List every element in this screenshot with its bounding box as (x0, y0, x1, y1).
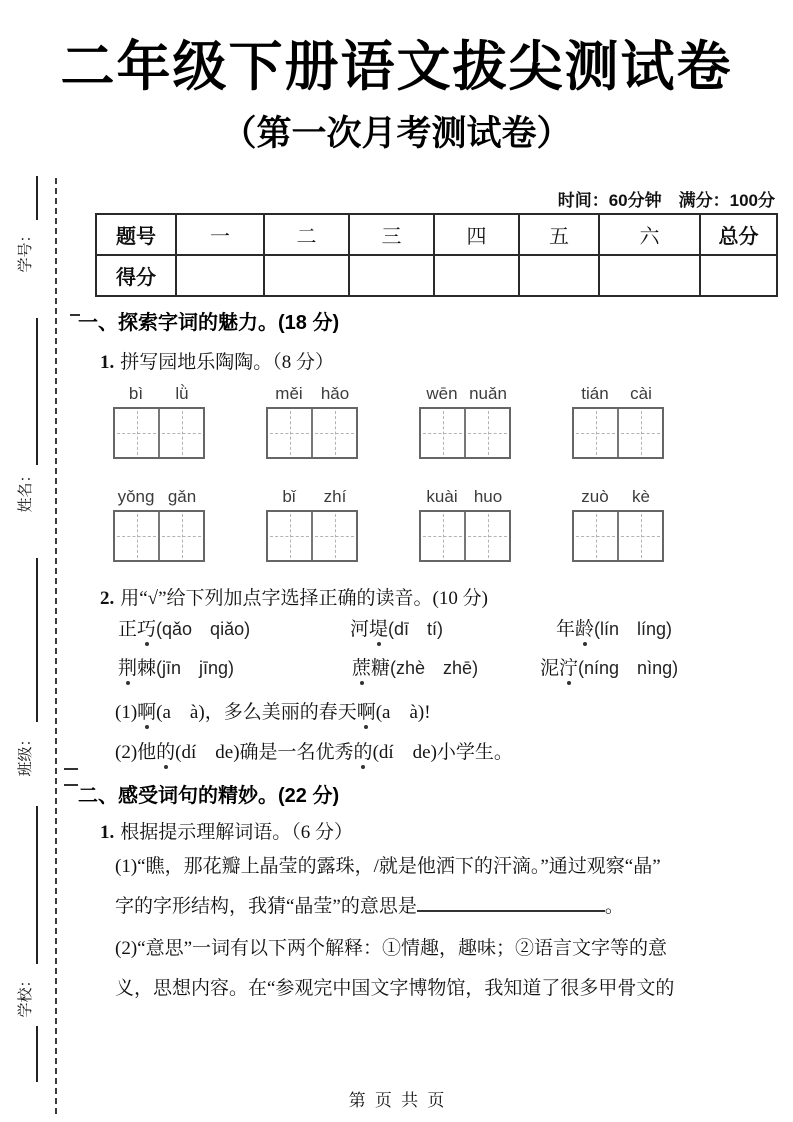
word-text: 糖 (371, 658, 391, 679)
pinyin-write-unit (572, 384, 664, 459)
score-cell (176, 255, 264, 296)
write-cell (421, 409, 464, 457)
pinyin-syllable: nuǎn (469, 384, 507, 403)
write-cell (311, 409, 356, 457)
pinyin-syllable: huo (473, 487, 503, 506)
q2-subitem-2 (115, 737, 513, 764)
write-cell (574, 512, 617, 560)
pinyin-syllable: kè (632, 487, 650, 506)
dotted-character: 泞 (559, 653, 578, 680)
write-cell (268, 512, 311, 560)
write-cell (115, 409, 158, 457)
pinyin-labels (113, 487, 205, 507)
col-header-1: 一 (176, 214, 264, 255)
word-text: 泥 (540, 658, 560, 679)
student-id-blank-line (36, 176, 38, 220)
s2q1-para1-line1: (1)“瞧，那花瓣上晶莹的露珠，/就是他洒下的汗滴。”通过观察“晶” (115, 856, 661, 877)
dotted-character: 的 (156, 737, 175, 764)
pinyin-labels (113, 384, 205, 404)
line-text: (1) (115, 702, 138, 723)
fold-tick-mark (64, 768, 78, 770)
write-cell (158, 409, 203, 457)
class-label: 班级： (17, 731, 34, 777)
total-score-header: 总分 (700, 214, 777, 255)
pinyin-labels (266, 487, 358, 507)
phonetic-choice-item (556, 614, 672, 641)
score-cell (700, 255, 777, 296)
score-table-header-row (96, 214, 777, 255)
score-table (95, 213, 778, 297)
score-table-score-row (96, 255, 777, 296)
line-text: (a à)! (375, 702, 431, 723)
s2q1-para1-line2 (115, 891, 624, 918)
line-text: (2)他 (115, 742, 157, 763)
phonetic-choice-item (118, 614, 250, 641)
character-write-box (266, 407, 358, 459)
pinyin-syllable: hǎo (320, 384, 350, 403)
phonetic-choice-item (350, 614, 443, 641)
write-cell (617, 512, 662, 560)
col-header-6: 六 (599, 214, 700, 255)
character-write-box (572, 407, 664, 459)
dotted-character: 啊 (357, 697, 376, 724)
word-text: 正 (118, 619, 138, 640)
score-cell (349, 255, 434, 296)
pinyin-syllable: bì (128, 384, 144, 403)
character-write-box (572, 510, 664, 562)
school-blank-line (36, 806, 38, 964)
pinyin-write-unit (113, 487, 205, 562)
pinyin-write-unit (266, 384, 358, 459)
character-write-box (113, 510, 205, 562)
col-header-5: 五 (519, 214, 599, 255)
line-text: (dí de)确是一名优秀 (175, 742, 354, 763)
line-text: 。 (604, 896, 624, 917)
pinyin-syllable: cài (630, 384, 652, 403)
answer-blank (417, 891, 605, 912)
write-cell (115, 512, 158, 560)
question-number: 2. (100, 588, 115, 609)
page-subtitle: （第一次月考测试卷） (221, 114, 572, 153)
pinyin-syllable: kuài (426, 487, 458, 506)
pronunciation-options: (qǎo qiǎo) (156, 619, 251, 639)
pronunciation-options: (zhè zhē) (390, 658, 479, 678)
q2-subitem-1 (115, 697, 431, 724)
section1-q1-title (100, 347, 334, 374)
pinyin-syllable: yǒng (117, 487, 155, 506)
score-cell (434, 255, 519, 296)
question-number-header: 题号 (96, 214, 176, 255)
write-cell (464, 512, 509, 560)
school-label: 学校： (17, 972, 34, 1018)
pronunciation-options: (jīn jīng) (156, 658, 235, 678)
name-label: 姓名： (17, 467, 34, 513)
write-cell (574, 409, 617, 457)
write-cell (421, 512, 464, 560)
dotted-character: 蔗 (352, 653, 371, 680)
pinyin-write-unit (113, 384, 205, 459)
section2-q1-title (100, 817, 353, 844)
exam-time-score-info: 时间：60分钟 满分：100分 (557, 191, 775, 210)
pinyin-write-unit (419, 384, 511, 459)
pinyin-labels (419, 487, 511, 507)
section2-title: 二、感受词句的精妙。(22 分) (78, 785, 340, 807)
question-text: 用“√”给下列加点字选择正确的读音。(10 分) (120, 588, 488, 609)
word-text: 年 (556, 619, 576, 640)
pinyin-syllable: zhí (323, 487, 347, 506)
pinyin-syllable: gǎn (167, 487, 197, 506)
pinyin-syllable: zuò (581, 487, 609, 506)
write-cell (311, 512, 356, 560)
score-cell (264, 255, 349, 296)
s2q1-para2-line2: 义，思想内容。在“参观完中国文字博物馆，我知道了很多甲骨文的 (115, 978, 675, 999)
phonetic-choice-item (118, 653, 234, 680)
word-text: 棘 (137, 658, 157, 679)
phonetic-choice-item (540, 653, 678, 680)
phonetic-choice-item (352, 653, 478, 680)
dotted-character: 巧 (137, 614, 156, 641)
score-row-label: 得分 (96, 255, 176, 296)
col-header-3: 三 (349, 214, 434, 255)
pinyin-syllable: tián (581, 384, 609, 403)
dotted-character: 的 (354, 737, 373, 764)
write-cell (617, 409, 662, 457)
s2q1-para2-line1: (2)“意思”一词有以下两个解释：①情趣，趣味；②语言文字等的意 (115, 938, 668, 959)
fold-tick-mark (64, 784, 78, 786)
pinyin-write-unit (419, 487, 511, 562)
pinyin-write-unit (266, 487, 358, 562)
pinyin-syllable: měi (275, 384, 303, 403)
pinyin-syllable: lǜ (175, 384, 189, 403)
binding-dashed-line (55, 178, 57, 1114)
pinyin-box-row-2 (113, 487, 664, 562)
col-header-2: 二 (264, 214, 349, 255)
pinyin-labels (572, 384, 664, 404)
score-cell (599, 255, 700, 296)
extra-blank-line (36, 1026, 38, 1082)
section1-title: 一、探索字词的魅力。(18 分) (78, 312, 340, 334)
pinyin-box-row-1 (113, 384, 664, 459)
pinyin-labels (572, 487, 664, 507)
line-text: (a à)，多么美丽的春天 (156, 702, 357, 723)
question-text: 根据提示理解词语。（6 分） (120, 822, 354, 843)
dotted-character: 龄 (575, 614, 594, 641)
line-text: 字的字形结构，我猜“晶莹”的意思是 (115, 896, 417, 917)
score-cell (519, 255, 599, 296)
pinyin-labels (266, 384, 358, 404)
name-blank-line (36, 318, 38, 465)
page-footer: 第 页 共 页 (348, 1091, 445, 1110)
question-number: 1. (100, 352, 115, 373)
pronunciation-options: (lín líng) (594, 619, 673, 639)
pronunciation-options: (dī tí) (388, 619, 444, 639)
dotted-character: 啊 (137, 697, 156, 724)
character-write-box (113, 407, 205, 459)
dotted-character: 荆 (118, 653, 137, 680)
student-id-label: 学号： (17, 227, 34, 273)
pronunciation-options: (níng nìng) (578, 658, 679, 678)
write-cell (268, 409, 311, 457)
word-text: 河 (350, 619, 370, 640)
write-cell (158, 512, 203, 560)
class-blank-line (36, 558, 38, 722)
question-text: 拼写园地乐陶陶。（8 分） (120, 352, 335, 373)
col-header-4: 四 (434, 214, 519, 255)
pinyin-labels (419, 384, 511, 404)
character-write-box (266, 510, 358, 562)
question-number: 1. (100, 822, 115, 843)
pinyin-syllable: bǐ (282, 487, 296, 506)
dotted-character: 堤 (369, 614, 388, 641)
character-write-box (419, 510, 511, 562)
pinyin-write-unit (572, 487, 664, 562)
section1-q2-title (100, 583, 488, 610)
page-title: 二年级下册语文拔尖测试卷 (60, 37, 733, 97)
line-text: (dí de)小学生。 (372, 742, 513, 763)
write-cell (464, 409, 509, 457)
pinyin-syllable: wēn (426, 384, 458, 403)
character-write-box (419, 407, 511, 459)
